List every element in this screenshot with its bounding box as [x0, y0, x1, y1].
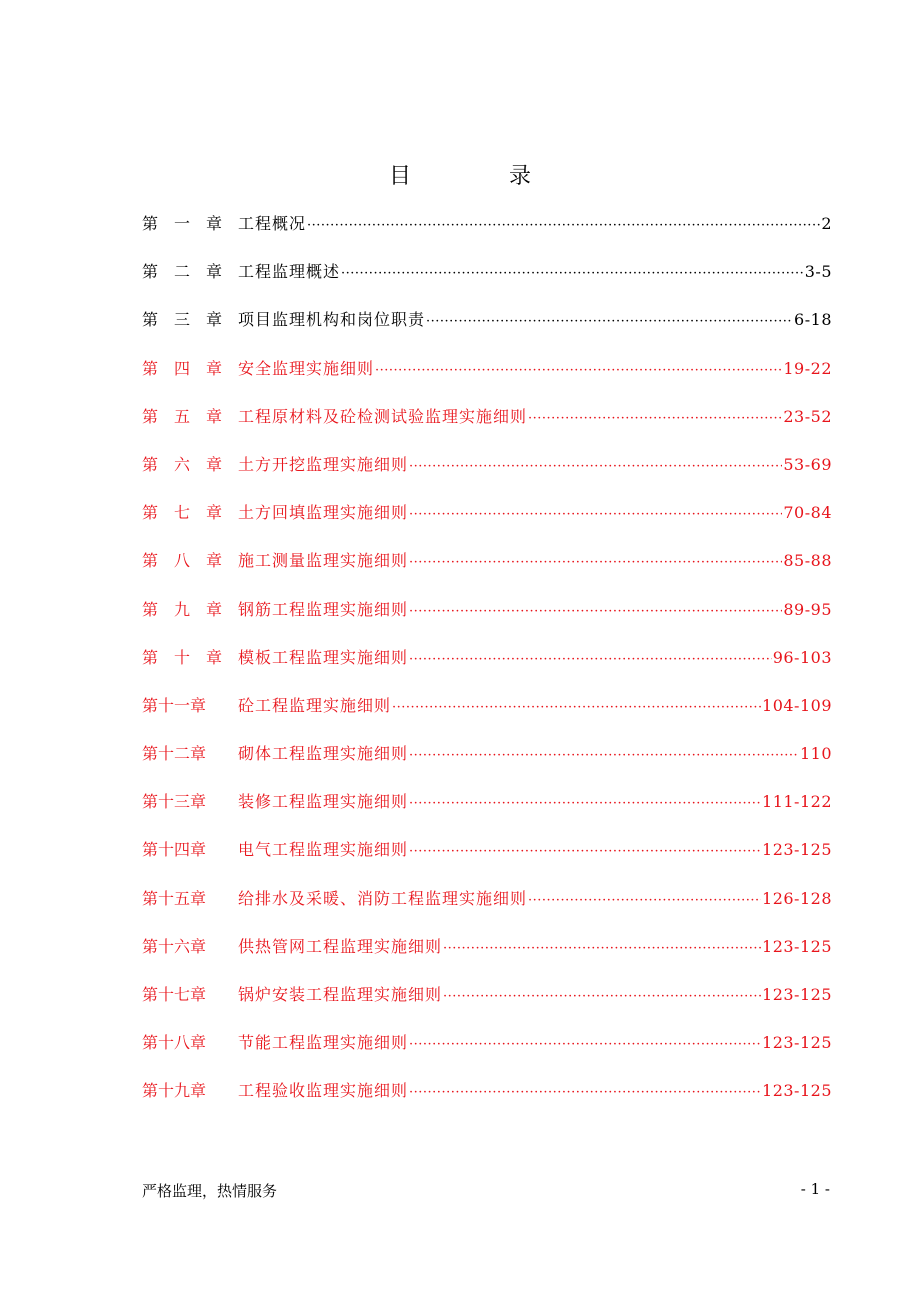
- toc-row[interactable]: [142, 441, 832, 489]
- table-of-contents: [142, 200, 832, 1116]
- toc-page: 89-95: [783, 599, 832, 619]
- toc-page: 126-128: [762, 888, 832, 908]
- toc-title: 土方回填监理实施细则: [238, 503, 409, 523]
- toc-chapter: 第 三 章: [142, 310, 223, 330]
- toc-row[interactable]: [142, 200, 832, 248]
- toc-leader: [528, 395, 782, 443]
- toc-title: 工程验收监理实施细则: [238, 1081, 409, 1101]
- toc-title: 砼工程监理实施细则: [238, 695, 392, 715]
- toc-page: 110: [799, 744, 832, 764]
- toc-chapter: 第十四章: [142, 840, 207, 860]
- toc-page: 6-18: [794, 310, 832, 330]
- toc-title: 施工测量监理实施细则: [238, 551, 409, 571]
- toc-page: 123-125: [762, 1033, 832, 1053]
- toc-row[interactable]: [142, 586, 832, 634]
- footer-slogan: 严格监理，热情服务: [142, 1182, 278, 1200]
- toc-chapter: 第 五 章: [142, 406, 223, 426]
- toc-chapter: 第 六 章: [142, 454, 223, 474]
- toc-page: 70-84: [783, 503, 832, 523]
- toc-leader: [409, 539, 782, 587]
- toc-leader: [341, 250, 804, 298]
- page-title: 目 录: [388, 163, 569, 189]
- toc-leader: [443, 925, 761, 973]
- toc-title: 装修工程监理实施细则: [238, 792, 409, 812]
- toc-row[interactable]: [142, 634, 832, 682]
- toc-row[interactable]: [142, 248, 832, 296]
- toc-row[interactable]: [142, 875, 832, 923]
- toc-chapter: 第十七章: [142, 985, 207, 1004]
- toc-title: 安全监理实施细则: [238, 358, 375, 378]
- toc-leader: [409, 828, 761, 876]
- toc-title: 土方开挖监理实施细则: [238, 454, 409, 474]
- toc-chapter: 第 四 章: [142, 358, 223, 378]
- toc-row[interactable]: [142, 537, 832, 585]
- toc-page: 85-88: [783, 551, 832, 571]
- toc-chapter: 第十一章: [142, 695, 207, 715]
- toc-row[interactable]: [142, 778, 832, 826]
- toc-title: 给排水及采暖、消防工程监理实施细则: [238, 888, 528, 908]
- toc-chapter: 第 七 章: [142, 503, 223, 523]
- toc-page: 53-69: [783, 454, 832, 474]
- toc-row[interactable]: [142, 1019, 832, 1067]
- toc-chapter: 第 一 章: [142, 214, 223, 233]
- toc-title: 供热管网工程监理实施细则: [238, 936, 443, 956]
- toc-title: 电气工程监理实施细则: [238, 840, 409, 860]
- toc-chapter: 第 十 章: [142, 647, 223, 667]
- toc-row[interactable]: [142, 826, 832, 874]
- toc-page: 123-125: [762, 1081, 832, 1101]
- toc-title: 工程概况: [238, 214, 307, 233]
- toc-chapter: 第 二 章: [142, 262, 223, 282]
- toc-title: 项目监理机构和岗位职责: [238, 310, 426, 330]
- toc-title: 节能工程监理实施细则: [238, 1033, 409, 1053]
- toc-row[interactable]: [142, 971, 832, 1019]
- toc-row[interactable]: [142, 345, 832, 393]
- toc-chapter: 第十六章: [142, 936, 207, 956]
- toc-leader: [426, 298, 793, 346]
- toc-page: 123-125: [762, 840, 832, 860]
- toc-title: 砌体工程监理实施细则: [238, 744, 409, 764]
- toc-chapter: 第十八章: [142, 1033, 207, 1053]
- toc-leader: [443, 973, 761, 1021]
- toc-row[interactable]: [142, 923, 832, 971]
- toc-row[interactable]: [142, 730, 832, 778]
- toc-leader: [409, 1069, 761, 1117]
- toc-row[interactable]: [142, 489, 832, 537]
- toc-leader: [307, 202, 820, 250]
- toc-page: 111-122: [762, 792, 832, 812]
- toc-title: 钢筋工程监理实施细则: [238, 599, 409, 619]
- toc-leader: [409, 491, 782, 539]
- toc-leader: [409, 732, 799, 780]
- toc-page: 19-22: [783, 358, 832, 378]
- toc-chapter: 第 八 章: [142, 551, 223, 571]
- toc-leader: [409, 780, 761, 828]
- toc-page: 104-109: [762, 695, 832, 715]
- toc-page: 23-52: [783, 406, 832, 426]
- toc-chapter: 第十五章: [142, 888, 207, 908]
- toc-page: 123-125: [762, 936, 832, 956]
- toc-page: 96-103: [772, 647, 832, 667]
- toc-leader: [375, 347, 782, 395]
- toc-chapter: 第十三章: [142, 792, 207, 812]
- toc-page: 123-125: [762, 985, 832, 1004]
- toc-chapter: 第十九章: [142, 1081, 207, 1101]
- toc-row[interactable]: [142, 393, 832, 441]
- toc-leader: [409, 636, 772, 684]
- toc-page: 3-5: [804, 262, 832, 282]
- toc-title: 工程原材料及砼检测试验监理实施细则: [238, 406, 528, 426]
- toc-title: 工程监理概述: [238, 262, 341, 282]
- toc-leader: [392, 684, 761, 732]
- toc-chapter: 第 九 章: [142, 599, 223, 619]
- toc-chapter: 第十二章: [142, 744, 207, 764]
- toc-leader: [409, 588, 782, 636]
- toc-page: 2: [821, 214, 832, 233]
- toc-row[interactable]: [142, 682, 832, 730]
- toc-title: 模板工程监理实施细则: [238, 647, 409, 667]
- toc-row[interactable]: [142, 1067, 832, 1115]
- toc-title: 锅炉安装工程监理实施细则: [238, 985, 443, 1004]
- footer-page-number: - 1 -: [800, 1180, 830, 1198]
- toc-leader: [409, 443, 782, 491]
- toc-row[interactable]: [142, 296, 832, 344]
- toc-leader: [528, 877, 761, 925]
- toc-leader: [409, 1021, 761, 1069]
